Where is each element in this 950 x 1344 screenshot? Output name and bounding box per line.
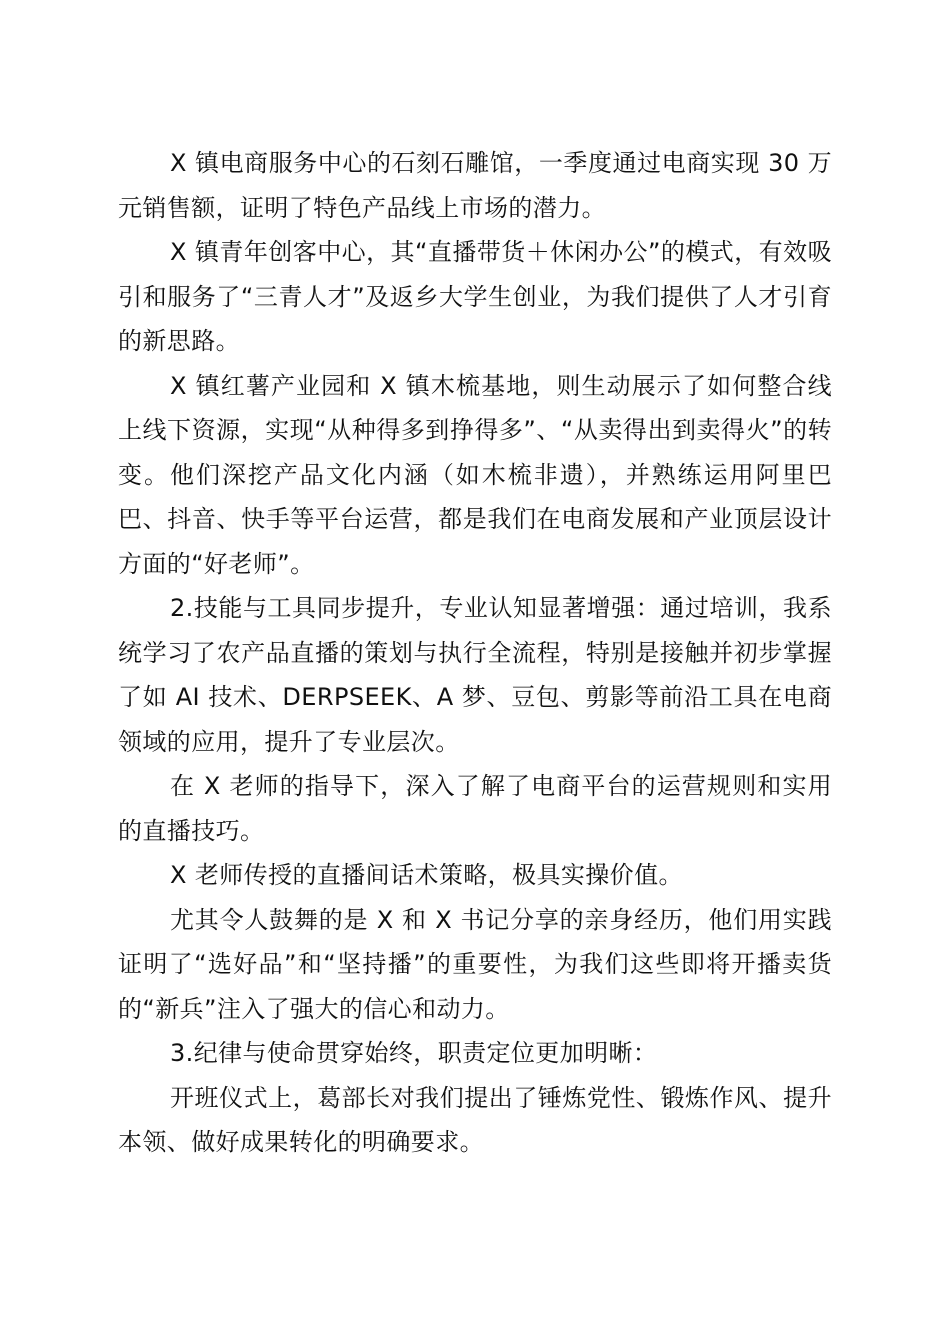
paragraph-6: X 老师传授的直播间话术策略，极具实操价值。 (170, 861, 683, 889)
paragraph-1: X 镇电商服务中心的石刻石雕馆，一季度通过电商实现 30 万元销售额，证明了特色产品线上市场的潜力。 (118, 149, 832, 222)
paragraph-4: 2.技能与工具同步提升，专业认知显著增强：通过培训，我系统学习了农产品直播的策划与执行全流程，特别是接触并初步掌握了如 AI 技术、DERPSEEK、A 梦、豆包、剪影等前沿工具在电商领域的应用，提升了专业层次。 (118, 594, 832, 756)
paragraph-3: X 镇红薯产业园和 X 镇木梳基地，则生动展示了如何整合线上线下资源，实现“从种得多到挣得多”、“从卖得出到卖得火”的转变。他们深挖产品文化内涵（如木梳非遗），并熟练运用阿里巴巴、抖音、快手等平台运营，都是我们在电商发展和产业顶层设计方面的“好老师”。 (118, 371, 832, 578)
document-body (118, 141, 832, 1165)
paragraph-9: 开班仪式上，葛部长对我们提出了锤炼党性、锻炼作风、提升本领、做好成果转化的明确要求。 (118, 1083, 832, 1156)
paragraph-5: 在 X 老师的指导下，深入了解了电商平台的运营规则和实用的直播技巧。 (118, 772, 832, 845)
paragraph-8: 3.纪律与使命贯穿始终，职责定位更加明晰： (170, 1039, 658, 1067)
paragraph-7: 尤其令人鼓舞的是 X 和 X 书记分享的亲身经历，他们用实践证明了“选好品”和“坚持播”的重要性，为我们这些即将开播卖货的“新兵”注入了强大的信心和动力。 (118, 905, 832, 1023)
paragraph-2: X 镇青年创客中心，其“直播带货＋休闲办公”的模式，有效吸引和服务了“三青人才”及返乡大学生创业，为我们提供了人才引育的新思路。 (118, 238, 832, 355)
